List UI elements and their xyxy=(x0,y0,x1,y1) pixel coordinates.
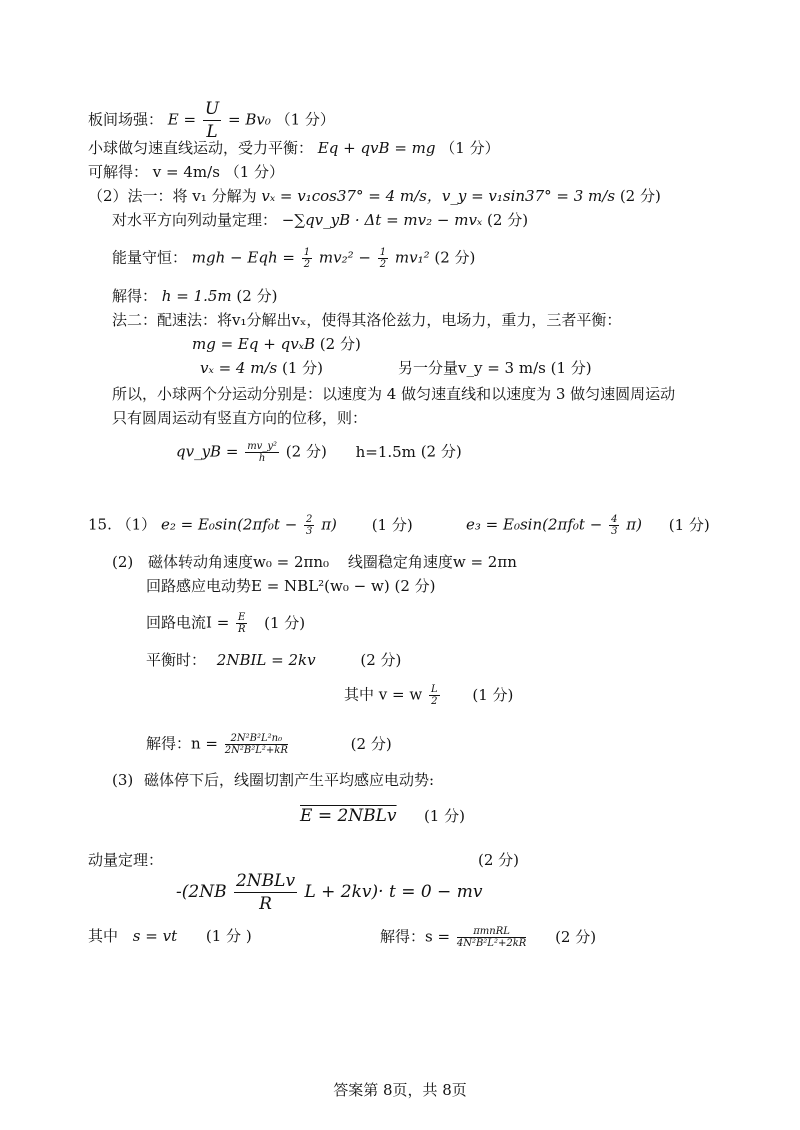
line-field-strength: 板间场强： E = $\frac{U}{L}$ = Bv₀ （1 分） xyxy=(88,99,335,142)
page-footer: 答案第 8页，共 8页 xyxy=(333,1081,467,1099)
q15-solve-s: 解得：s = $\frac{\text{πmnRL}}{\text{4N²B²L²+2kR}}$ (2 分) xyxy=(380,926,597,949)
line-force-balance: 小球做匀速直线运动，受力平衡： Eq + qvB = mg （1 分） xyxy=(88,139,500,157)
q15-part2-current: 回路电流I = $\frac{E}{R}$ (1 分) xyxy=(146,612,306,635)
line-mg-balance: mg = Eq + qvₓB (2 分) xyxy=(192,335,361,353)
line-vx-value: vₓ = 4 m/s (1 分) xyxy=(200,359,324,377)
frac-half-1: $\frac{1}{2}$ xyxy=(303,247,311,270)
frac-u-over-l: $\frac{U}{L}$ xyxy=(204,99,220,142)
q15-part3-intro: (3) 磁体停下后，线圈切割产生平均感应电动势: xyxy=(112,771,435,789)
frac-half-2: $\frac{1}{2}$ xyxy=(379,247,387,270)
q15-part2-velocity: 其中 v = w $\frac{L}{2}$ (1 分) xyxy=(344,684,514,707)
q15-displacement: 其中 s = vt (1 分 ) xyxy=(88,927,252,945)
frac-e-over-r: $\frac{E}{R}$ xyxy=(237,612,246,635)
line-method2: 法二：配速法：将v₁分解出vₓ，使得其洛伦兹力，电场力，重力，三者平衡： xyxy=(112,311,622,329)
line-radius-eq: qv_yB = $\frac{\text{mv\_y²}}{h}$ (2 分) h=1.5m (2 分) xyxy=(176,441,462,464)
frac-s-result: $\frac{\text{πmnRL}}{\text{4N²B²L²+2kR}}$ xyxy=(456,926,527,949)
line-solve-v: 可解得： v = 4m/s （1 分） xyxy=(88,163,284,181)
frac-2-3: $\frac{2}{3}$ xyxy=(306,514,313,537)
q15-part1: 15. （1） e₂ = E₀sin(2πf₀t − $\frac{2}{3}$ π) (1 分) xyxy=(88,514,413,537)
q15-momentum-label: 动量定理： xyxy=(88,851,164,869)
frac-mv2-over-h: $\frac{\text{mv\_y²}}{h}$ xyxy=(247,441,277,464)
line-two-motions: 所以，小球两个分运动分别是：以速度为 4 做匀速直线和以速度为 3 做匀速圆周运动 xyxy=(112,385,676,403)
eq-e-lhs: E = xyxy=(167,110,197,129)
frac-l-over-2: $\frac{L}{2}$ xyxy=(430,684,438,707)
frac-4-3: $\frac{4}{3}$ xyxy=(611,514,618,537)
line-energy-conservation: 能量守恒： mgh − Eqh = $\frac{1}{2}$ mv₂² − $\frac{1}{2}$ mv₁² (2 分) xyxy=(112,247,476,270)
q15-part3-avg-emf: E = 2NBLv (1 分) xyxy=(300,806,465,826)
question-number: 15. xyxy=(88,515,112,534)
q15-part2-emf: 回路感应电动势E = NBL²(w₀ − w) (2 分) xyxy=(146,577,436,595)
line-circular-vertical: 只有圆周运动有竖直方向的位移，则： xyxy=(112,409,368,427)
line-solve-h: 解得： h = 1.5m (2 分) xyxy=(112,287,278,305)
q15-part2-omega: (2) 磁体转动角速度w₀ = 2πn₀ 线圈稳定角速度w = 2πn xyxy=(112,553,517,571)
frac-2nblv-over-r: $\frac{\text{2NBLv}}{R}$ xyxy=(235,871,296,914)
q15-part1-e3: e₃ = E₀sin(2πf₀t − $\frac{4}{3}$ π) (1 分) xyxy=(466,514,710,537)
line-momentum-theorem: 对水平方向列动量定理： −∑qv_yB · Δt = mv₂ − mvₓ (2 分) xyxy=(112,211,529,229)
q15-part2-balance: 平衡时： 2NBIL = 2kv (2 分) xyxy=(146,651,402,669)
frac-n-result: $\frac{\text{2N²B²L²n₀}}{\text{2N²B²L²+kR}}$ xyxy=(224,733,288,756)
line-method1-decompose: （2）法一：将 v₁ 分解为 vₓ = v₁cos37° = 4 m/s，v_y = v₁sin37° = 3 m/s (2 分) xyxy=(88,187,661,205)
q15-part2-solve-n: 解得：n = $\frac{\text{2N²B²L²n₀}}{\text{2N²B²L²+kR}}$ (2 分) xyxy=(146,733,392,756)
line-vy-value: 另一分量v_y = 3 m/s (1 分) xyxy=(398,359,592,377)
q15-momentum-score: (2 分) xyxy=(478,851,520,869)
q15-momentum-eq: -(2NB $\frac{\text{2NBLv}}{R}$ L + 2kv)· t = 0 − mv xyxy=(176,871,483,914)
